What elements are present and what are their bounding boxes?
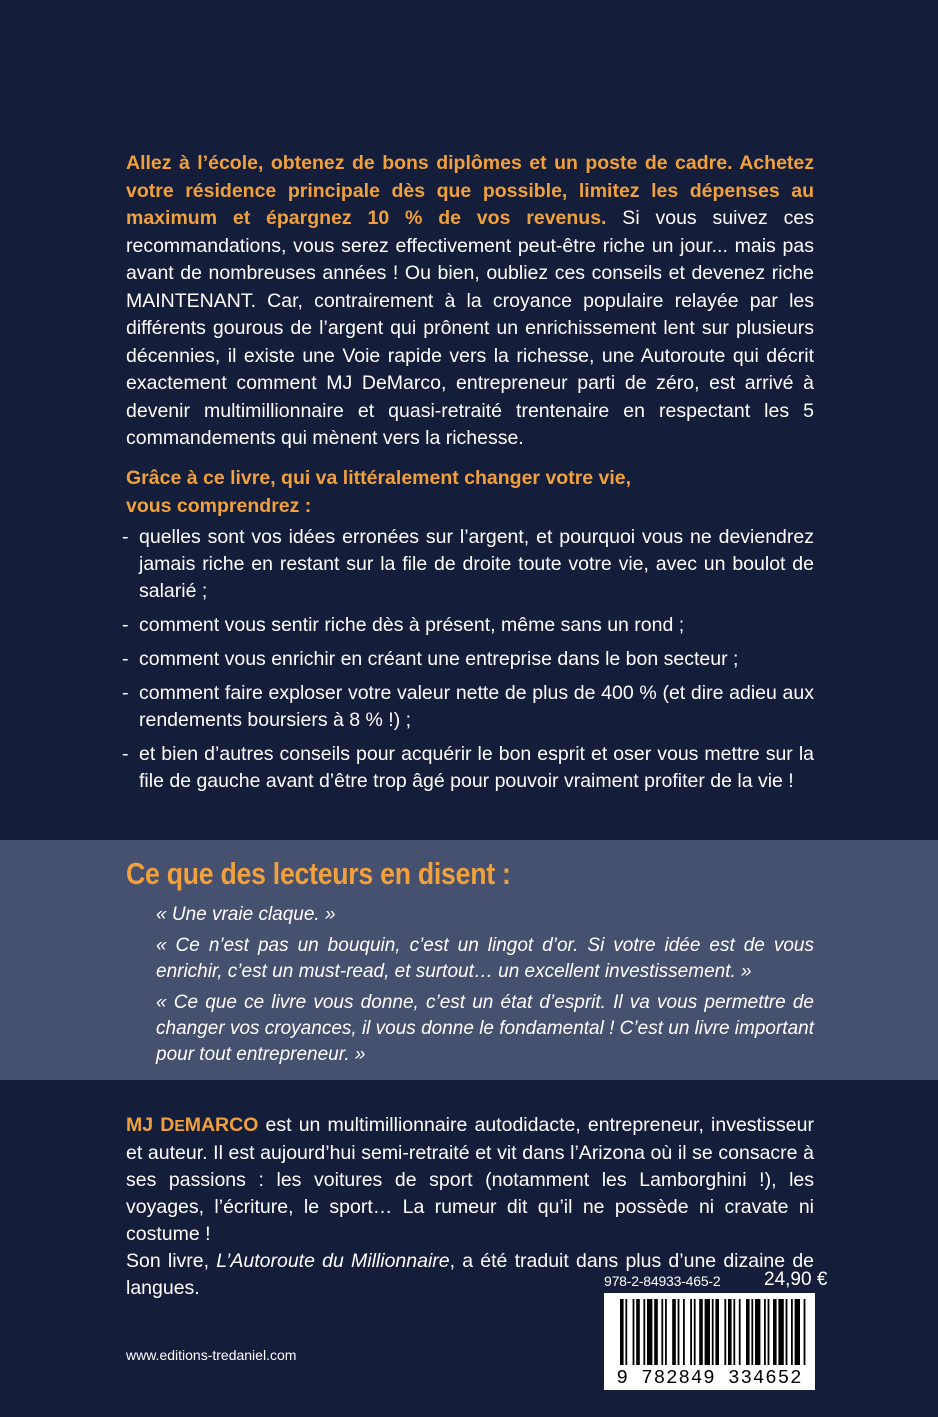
- barcode-bar: [746, 1299, 750, 1365]
- review-quote: « Une vraie claque. »: [156, 904, 336, 925]
- barcode-bar: [751, 1299, 753, 1365]
- review-quote: « Ce que ce livre vous donne, c’est un état d’esprit. Il va vous permettre de changer vos croyances, il vous donne le fondamental ! C’est un livre important pour tout entrepreneur. »: [156, 992, 814, 1065]
- barcode-bar: [778, 1299, 783, 1365]
- barcode-bar: [699, 1299, 703, 1365]
- barcode-bar: [620, 1299, 624, 1365]
- barcode-bar: [665, 1299, 667, 1365]
- book-text: Son livre,: [126, 1250, 217, 1272]
- benefits-heading-line-2: vous comprendrez :: [126, 494, 312, 517]
- reviews-title: Ce que des lecteurs en disent :: [126, 856, 511, 891]
- review-quote: « Ce n’est pas un bouquin, c’est un lingot d’or. Si votre idée est de vous enrichir, c’est un must-read, et surtout… un excellent investissement. »: [156, 935, 814, 982]
- author-bio-text: est un multimillionnaire autodidacte, entrepreneur, investisseur et auteur. Il est aujourd’hui semi-retraité et vit dans l’Arizona où il se consacre à ses passions : les voitures de sport (notamment les Lamborghini !), les voyages, l’écriture, le sport… La rumeur dit qu’il ne possède ni cravate ni costume !: [126, 1114, 814, 1245]
- barcode-bar: [804, 1299, 806, 1365]
- barcode-bar: [636, 1299, 640, 1365]
- barcode-bar: [633, 1299, 635, 1365]
- list-item-text: comment vous enrichir en créant une entreprise dans le bon secteur ;: [139, 648, 739, 670]
- author-name-part: MJ D: [126, 1114, 175, 1136]
- dash-bullet: -: [122, 614, 129, 636]
- barcode-bar: [643, 1299, 645, 1365]
- barcode-bar: [786, 1299, 788, 1365]
- intro-paragraph: [126, 150, 814, 453]
- barcode-bar: [661, 1299, 663, 1365]
- benefits-heading: [126, 465, 814, 520]
- barcode-bar: [764, 1299, 766, 1365]
- barcode-bar: [755, 1299, 760, 1365]
- list-item: [122, 680, 814, 734]
- barcode-bar: [728, 1299, 732, 1365]
- author-bio-paragraph: [126, 1112, 814, 1248]
- benefits-heading-line-1: Grâce à ce livre, qui va littéralement changer votre vie,: [126, 467, 632, 489]
- barcode-bar: [647, 1299, 652, 1365]
- list-item-text: comment faire exploser votre valeur nette de plus de 400 % (et dire adieu aux rendements boursiers à 8 % !) ;: [139, 682, 814, 731]
- author-name-part: E: [174, 1118, 185, 1135]
- barcode-bar: [791, 1299, 793, 1365]
- dash-bullet: -: [122, 682, 129, 704]
- barcode-bar: [773, 1299, 777, 1365]
- author-name-part: MARCO: [184, 1114, 259, 1136]
- barcode-bar: [705, 1299, 710, 1365]
- barcode-bar: [625, 1299, 627, 1365]
- barcode-bar: [690, 1299, 692, 1365]
- reviews-list: [156, 902, 814, 1073]
- barcode-bar: [678, 1299, 680, 1365]
- barcode-bar: [724, 1299, 726, 1365]
- list-item: [122, 524, 814, 605]
- barcode-bar: [683, 1299, 685, 1365]
- list-item: [122, 646, 814, 673]
- benefits-list: [122, 524, 814, 802]
- barcode-digits: 9 782849 334652: [616, 1367, 803, 1389]
- barcode-bar: [739, 1299, 741, 1365]
- list-item-text: et bien d’autres conseils pour acquérir le bon esprit et oser vous mettre sur la file de gauche avant d’être trop âgé pour pouvoir vraiment profiter de la vie !: [139, 743, 814, 792]
- price-label: 24,90 €: [764, 1269, 828, 1290]
- dash-bullet: -: [122, 743, 129, 765]
- author-name: [126, 1114, 258, 1136]
- barcode-bar: [715, 1299, 719, 1365]
- barcode-bar: [733, 1299, 735, 1365]
- dash-bullet: -: [122, 526, 129, 548]
- list-item: [122, 741, 814, 795]
- dash-bullet: -: [122, 648, 129, 670]
- list-item-text: comment vous sentir riche dès à présent, même sans un rond ;: [139, 614, 685, 636]
- isbn-number: 978-2-84933-465-2: [604, 1273, 721, 1289]
- publisher-website: www.editions-tredaniel.com: [126, 1347, 297, 1363]
- list-item-text: quelles sont vos idées erronées sur l’argent, et pourquoi vous ne deviendrez jamais riche en restant sur la file de droite toute votre vie, avec un boulot de salarié ;: [139, 526, 814, 602]
- barcode-bar: [694, 1299, 696, 1365]
- barcode-bar: [672, 1299, 676, 1365]
- intro-body: Si vous suivez ces recommandations, vous serez effectivement peut-être riche un jour... mais pas avant de nombreuses années ! Ou bien, oubliez ces conseils et devenez riche MAINTENANT. Car, contrairement à la croyance populaire relayée par les différents gourous de l’argent qui prônent un enrichissement lent sur plusieurs décennies, il existe une Voie rapide vers la richesse, une Autoroute qui décrit exactement comment MJ DeMarco, entrepreneur parti de zéro, est arrivé à devenir multimillionnaire et quasi-retraité trentenaire en respectant les 5 commandements qui mènent vers la richesse.: [126, 207, 814, 449]
- barcode-bar: [712, 1299, 714, 1365]
- barcode-bar: [654, 1299, 658, 1365]
- barcode-bar: [795, 1299, 800, 1365]
- barcode: [604, 1293, 815, 1390]
- book-title: L’Autoroute du Millionnaire: [216, 1250, 450, 1272]
- list-item: [122, 612, 814, 639]
- book-text: , a été traduit dans plus d’une dizaine de langues.: [126, 1250, 815, 1299]
- barcode-bar: [768, 1299, 770, 1365]
- intro-bold-lead: Allez à l’école, obtenez de bons diplômes et un poste de cadre. Achetez votre résidence principale dès que possible, limitez les dépenses au maximum et épargnez 10 % de vos revenus.: [126, 152, 814, 229]
